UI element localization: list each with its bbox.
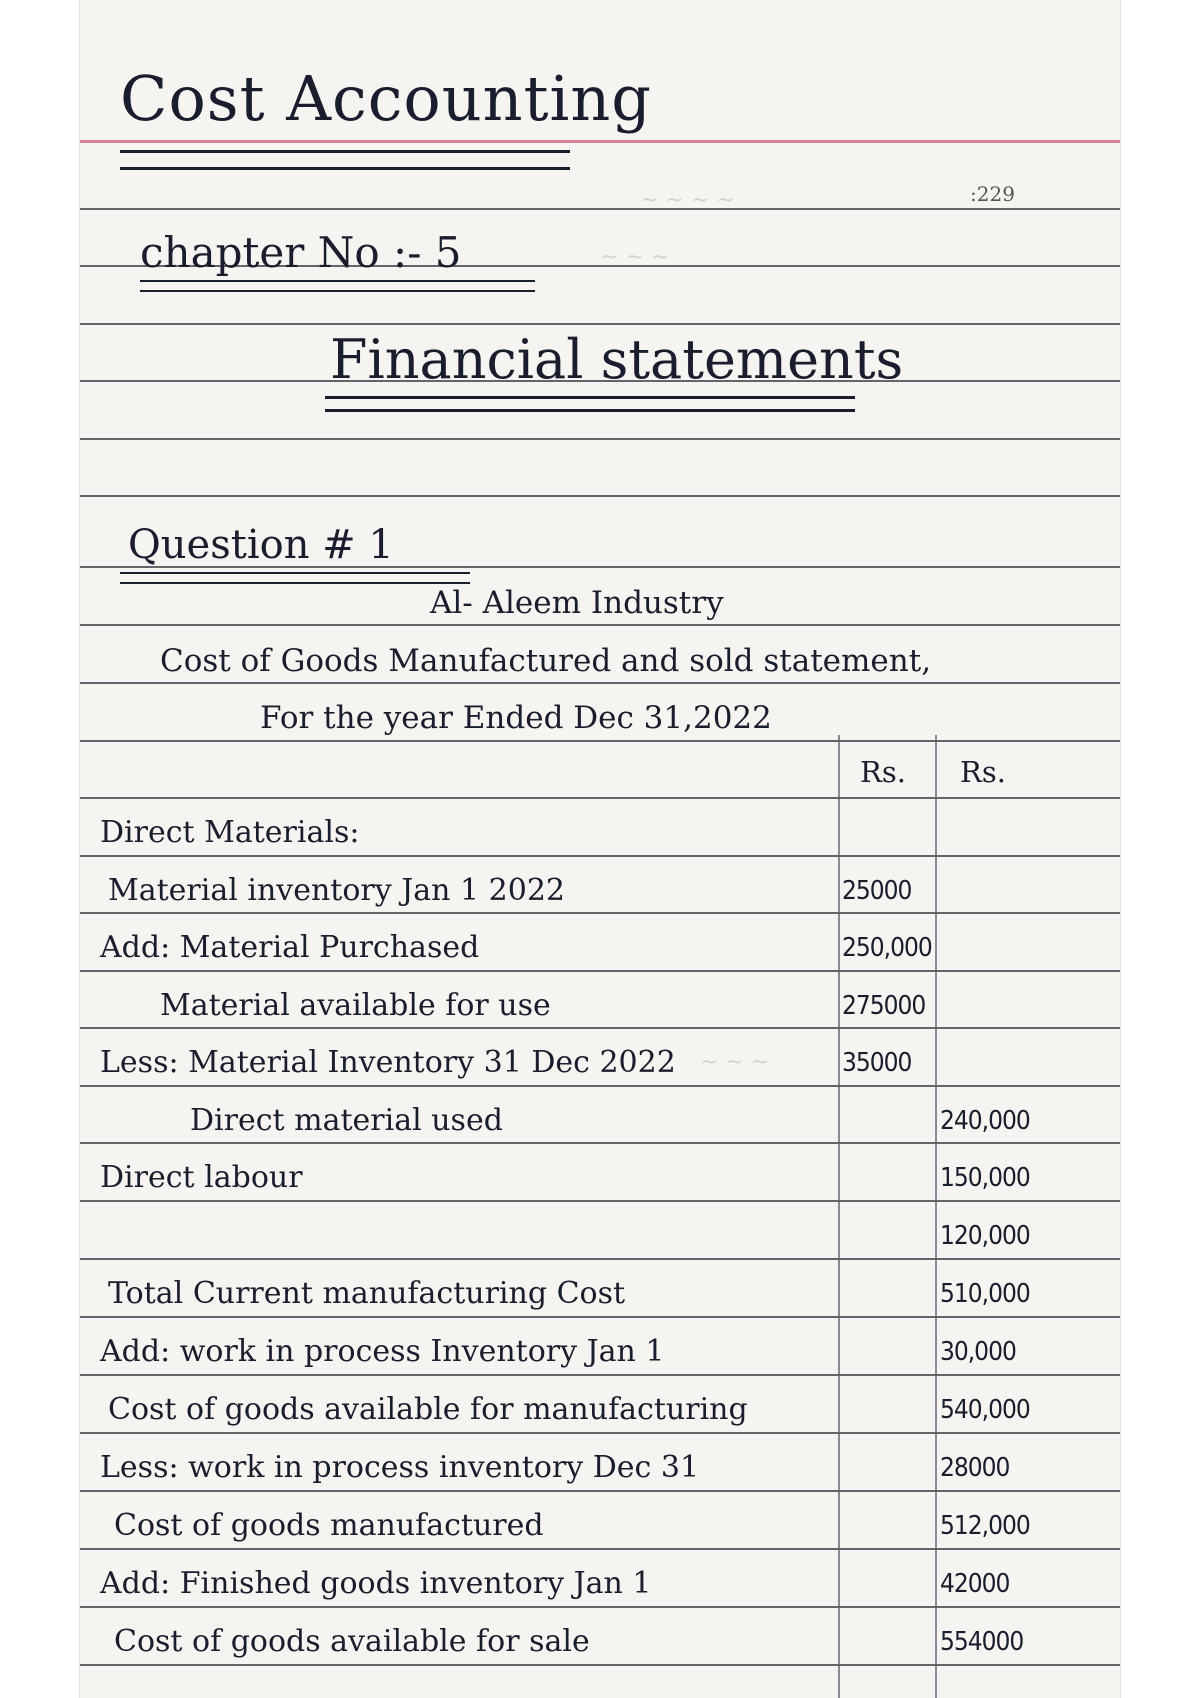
ruled-line xyxy=(80,495,1120,497)
row-label: Add: work in process Inventory Jan 1 xyxy=(100,1334,665,1369)
row-label: Add: Material Purchased xyxy=(100,930,480,965)
row-amount-col1: 25000 xyxy=(842,876,912,906)
ruled-line xyxy=(80,438,1120,440)
row-label: Cost of goods available for manufacturing xyxy=(108,1392,748,1427)
company-name: Al- Aleem Industry xyxy=(430,585,724,621)
topic-heading: Financial statements xyxy=(330,328,904,391)
row-amount-col1: 35000 xyxy=(842,1048,912,1078)
ruled-line xyxy=(80,682,1120,684)
ruled-line xyxy=(80,624,1120,626)
row-amount-col2: 510,000 xyxy=(940,1279,1030,1309)
ruled-line xyxy=(80,1374,1120,1376)
row-amount-col2: 120,000 xyxy=(940,1221,1030,1251)
notebook-page xyxy=(80,0,1120,1698)
row-amount-col2: 240,000 xyxy=(940,1106,1030,1136)
bleed-through-mark: ~ ~ ~ ~ xyxy=(640,188,735,213)
col-header-rs-1: Rs. xyxy=(860,755,906,789)
row-label: Material available for use xyxy=(160,988,551,1023)
row-amount-col2: 512,000 xyxy=(940,1511,1030,1541)
column-divider xyxy=(838,735,840,1698)
row-label: Direct Materials: xyxy=(100,815,360,850)
ruled-line xyxy=(80,1664,1120,1666)
ruled-line xyxy=(80,1432,1120,1434)
subject-title: Cost Accounting xyxy=(120,62,652,135)
row-label: Direct material used xyxy=(190,1103,503,1138)
ruled-line xyxy=(80,323,1120,325)
ruled-line xyxy=(80,1142,1120,1144)
row-amount-col1: 275000 xyxy=(842,991,926,1021)
row-label: Less: Material Inventory 31 Dec 2022 xyxy=(100,1045,676,1080)
chapter-label: chapter No :- 5 xyxy=(140,228,462,277)
ruled-line xyxy=(80,140,1120,143)
bleed-through-mark: ~ ~ ~ xyxy=(600,245,670,270)
row-label: Cost of goods available for sale xyxy=(114,1624,590,1659)
ruled-line xyxy=(80,1200,1120,1202)
row-label: Direct labour xyxy=(100,1160,303,1195)
ruled-line xyxy=(80,1085,1120,1087)
question-label: Question # 1 xyxy=(128,522,394,568)
row-label: Cost of goods manufactured xyxy=(114,1508,544,1543)
ruled-line xyxy=(80,740,1120,742)
ruled-line xyxy=(80,970,1120,972)
topic-underline xyxy=(325,396,855,412)
title-underline xyxy=(120,150,570,170)
row-label: Total Current manufacturing Cost xyxy=(108,1276,626,1311)
row-amount-col2: 30,000 xyxy=(940,1337,1016,1367)
row-amount-col2: 28000 xyxy=(940,1453,1010,1483)
ruled-line xyxy=(80,208,1120,210)
ruled-line xyxy=(80,1316,1120,1318)
row-amount-col2: 554000 xyxy=(940,1627,1024,1657)
row-label: Less: work in process inventory Dec 31 xyxy=(100,1450,700,1485)
row-label: Material inventory Jan 1 2022 xyxy=(108,873,565,908)
row-label: Add: Finished goods inventory Jan 1 xyxy=(100,1566,652,1601)
row-amount-col1: 250,000 xyxy=(842,933,932,963)
ruled-line xyxy=(80,1548,1120,1550)
ruled-line xyxy=(80,1258,1120,1260)
chapter-underline xyxy=(140,280,535,292)
ruled-line xyxy=(80,1606,1120,1608)
corner-mark: :229 xyxy=(970,182,1015,206)
col-header-rs-2: Rs. xyxy=(960,755,1006,789)
row-amount-col2: 42000 xyxy=(940,1569,1010,1599)
ruled-line xyxy=(80,797,1120,799)
question-underline xyxy=(120,572,470,584)
row-amount-col2: 150,000 xyxy=(940,1163,1030,1193)
bleed-through-mark: ~ ~ ~ xyxy=(700,1050,770,1075)
ruled-line xyxy=(80,912,1120,914)
statement-period: For the year Ended Dec 31,2022 xyxy=(260,700,772,736)
statement-title: Cost of Goods Manufactured and sold statement, xyxy=(160,643,932,679)
ruled-line xyxy=(80,855,1120,857)
row-amount-col2: 540,000 xyxy=(940,1395,1030,1425)
ruled-line xyxy=(80,1027,1120,1029)
ruled-line xyxy=(80,1490,1120,1492)
